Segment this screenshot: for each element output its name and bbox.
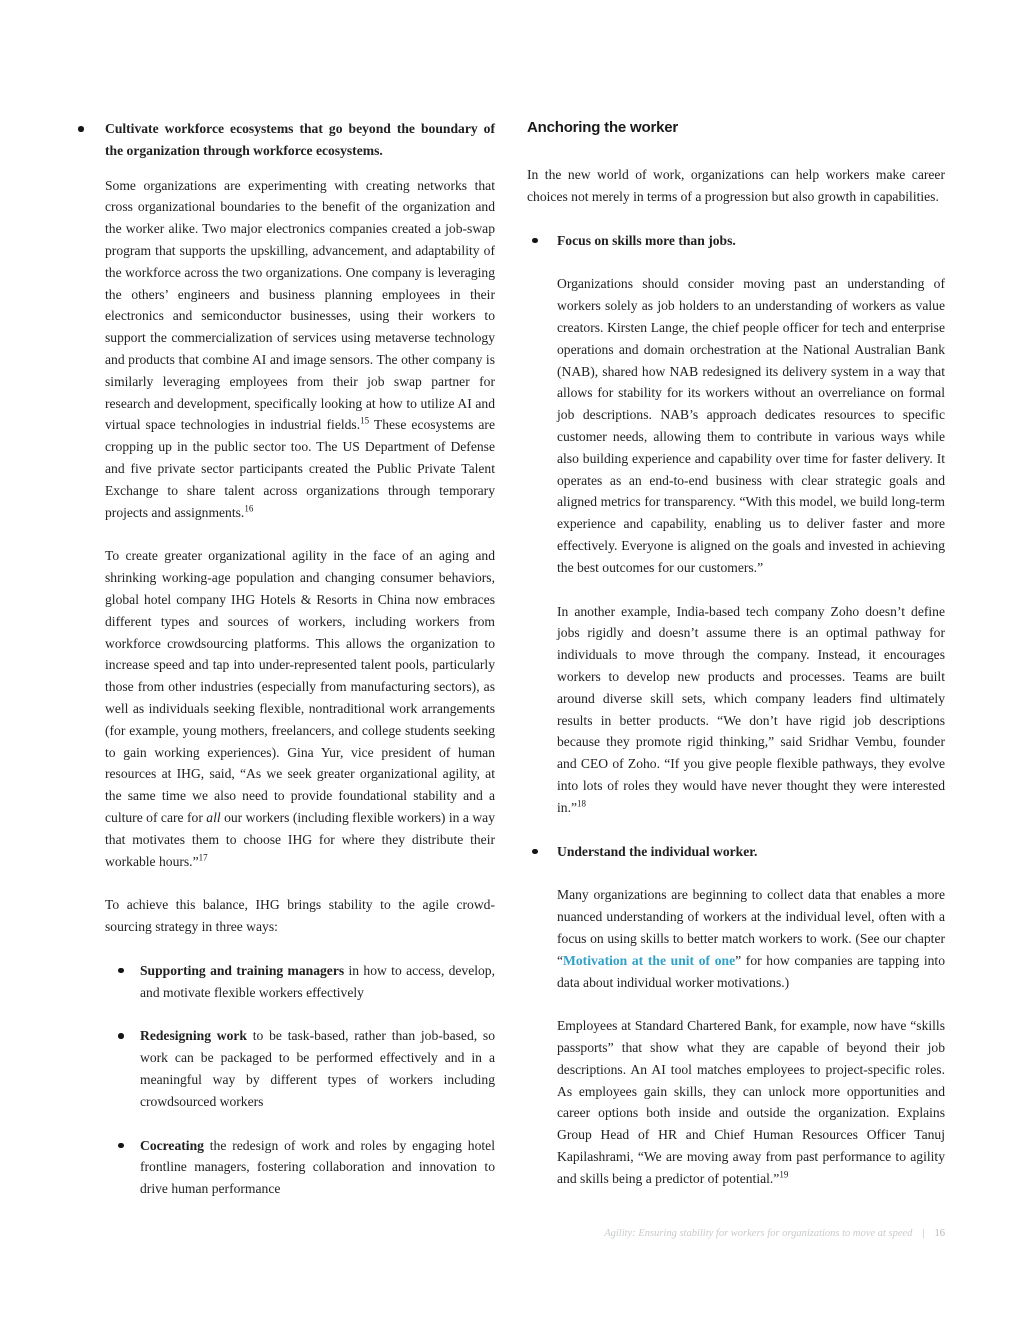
footnote-ref: 18 (577, 798, 587, 809)
chapter-link[interactable]: Motivation at the unit of one (563, 952, 736, 968)
text-run: the redesign of work and roles by engaging hotel frontline managers, fostering collaboration and innovation to drive human performance (140, 1137, 495, 1197)
text-run: Focus on skills more than jobs. (557, 232, 736, 248)
text-run: in how to access, develop, and motivate flexible workers effectively (140, 962, 495, 1000)
text-run: Supporting and training managers (140, 962, 345, 978)
text-run: To achieve this balance, IHG brings stability to the agile crowd-sourcing strategy in three ways: (105, 897, 495, 935)
list-item-cocreating (105, 1135, 495, 1200)
text-run: To create greater organizational agility in the face of an aging and shrinking working-age population and changing consumer behaviors, global hotel company IHG Hotels & Resorts in China now embraces different types and sources of workers, including workers from workforce crowdsourcing platforms. This allows the organization to increase speed and tap into under-represented talent pools, particularly those from other industries (especially from manufacturing sectors), as well as individuals seeking flexible, nontraditional work arrangements (for example, young mothers, freelancers, and college students seeking to gain working experiences). Gina Yur, vice president of human resources at IHG, said, “As we seek greater organizational agility, at the same time we also need to provide foundational stability and a culture of care for (105, 548, 495, 825)
bullet-heading-cultivate (105, 118, 495, 162)
bullet-icon (532, 849, 538, 855)
paragraph-zoho (557, 601, 945, 819)
text-run: to be task-based, rather than job-based, so work can be packaged to be performed effectively and in a meaningful way by different types of workers including crowdsourced workers (140, 1028, 495, 1109)
paragraph-ecosystems (105, 175, 495, 524)
footnote-ref: 17 (198, 851, 208, 862)
text-run: Understand the individual worker. (557, 843, 758, 859)
right-column (527, 118, 945, 1222)
paragraph-nab (557, 273, 945, 578)
left-column (65, 118, 495, 1222)
footnote-ref: 19 (779, 1169, 789, 1180)
text-run: Many organizations are beginning to collect data that enables a more nuanced understanding of workers at the individual level, often with a focus on using skills to better match workers to work. (See our chapter “ (557, 887, 945, 968)
list-item-supporting-managers (105, 960, 495, 1004)
text-run: Cocreating (140, 1137, 204, 1153)
text-run: all (206, 809, 221, 825)
sub-bullet-text-cocreating (140, 1135, 495, 1200)
paragraph-worker-data (557, 884, 945, 993)
text-run: Employees at Standard Chartered Bank, for example, now have “skills passports” that show what they are capable of beyond their job descriptions. An AI tool matches employees to project-specific roles. As employees gain skills, they can unlock more opportunities and career options both inside and outside the organization. Explains Group Head of HR and Chief Human Resources Officer Tanuj Kapilashrami, “We are moving away from past performance to agility and skills being a predictor of potential.” (557, 1018, 945, 1186)
sub-bullet-text-redesigning (140, 1025, 495, 1112)
paragraph-standard-chartered (557, 1015, 945, 1189)
footnote-ref: 15 (360, 415, 370, 426)
list-item-understand-individual-worker (527, 841, 945, 1212)
paragraph-intro (527, 164, 945, 208)
text-run: ” for how companies are tapping into data about individual worker motivations.) (557, 952, 945, 990)
text-run: Some organizations are experimenting with creating networks that cross organizational boundaries to the benefit of the organization and the worker alike. Two major electronics companies created a job-swap program that supports the upskilling, advancement, and adaptability of the workforce across the two organizations. One company is leveraging the others’ engineers and business planning employees in their electronics and semiconductor businesses, using their workers to support the commercialization of services using metaverse technology and products that combine AI and image sensors. The other company is similarly leveraging employees from their job swap partner for research and development, specifically looking at how to utilize AI and virtual space technologies in industrial fields. (105, 177, 495, 433)
text-run: Cultivate workforce ecosystems that go beyond the boundary of the organization through workforce ecosystems. (105, 121, 495, 158)
page-columns (65, 118, 945, 1222)
bullet-icon (118, 1033, 124, 1039)
bullet-heading-focus-on-skills (557, 230, 945, 252)
bullet-icon (78, 126, 84, 132)
section-heading-anchoring-the-worker: Anchoring the worker (527, 119, 679, 136)
paragraph-balance (105, 894, 495, 938)
footer-divider: | (922, 1228, 925, 1239)
text-run: Organizations should consider moving past an understanding of workers solely as job holders to an understanding of workers as value creators. Kirsten Lange, the chief people officer for tech and enterprise operations and domain orchestration at the National Australian Bank (NAB), shared how NAB redesigned its delivery system in a way that allows for stability for its workers without an overreliance on formal job descriptions. NAB’s approach dedicates resources to specific customer needs, allowing them to contribute in various ways while also building experience and capability over time for faster delivery. It operates as an end-to-end business with clear strategic goals and aligned metrics for transparency. “With this model, we build long-term experience and capability, enabling us to deliver faster and more effectively. Everyone is aligned on the goals and invested in achieving the best outcomes for our customers.” (557, 276, 945, 575)
text-run: our workers (including flexible workers) in a way that motivates them to choose IHG for where they distribute their workable hours.” (105, 809, 496, 869)
list-item-focus-on-skills (527, 230, 945, 841)
page-footer (604, 1228, 945, 1239)
bullet-icon (118, 968, 124, 974)
sub-bullet-text-supporting (140, 960, 495, 1004)
footnote-ref: 16 (244, 503, 254, 514)
list-item-redesigning-work (105, 1025, 495, 1112)
bullet-heading-understand-worker (557, 841, 945, 863)
text-run: Redesigning work (140, 1028, 247, 1044)
paragraph-ihg (105, 545, 495, 872)
text-run: In another example, India-based tech company Zoho doesn’t define jobs rigidly and doesn’t assume there is an optimal pathway for individuals to move through the company. Instead, it encourages workers to develop new products and processes. Teams are built around diverse skill sets, which company leaders find ultimately results in better products. “We don’t have rigid job descriptions because they promote rigid thinking,” said Sridhar Vembu, founder and CEO of Zoho. “If you give people flexible pathways, they evolve into lots of roles they would have never thought they were interested in.” (557, 603, 945, 815)
bullet-icon (118, 1143, 124, 1149)
footer-chapter-title: Agility: Ensuring stability for workers for organizations to move at speed (604, 1228, 913, 1239)
text-run: These ecosystems are cropping up in the public sector too. The US Department of Defense and five private sector participants created the Public Private Talent Exchange to share talent across organizations through temporary projects and assignments. (105, 417, 495, 520)
bullet-icon (532, 238, 538, 244)
footer-page-number: 16 (934, 1228, 945, 1239)
text-run: In the new world of work, organizations can help workers make career choices not merely in terms of a progression but also growth in capabilities. (527, 167, 945, 204)
list-item-cultivate-ecosystems (65, 118, 495, 1222)
